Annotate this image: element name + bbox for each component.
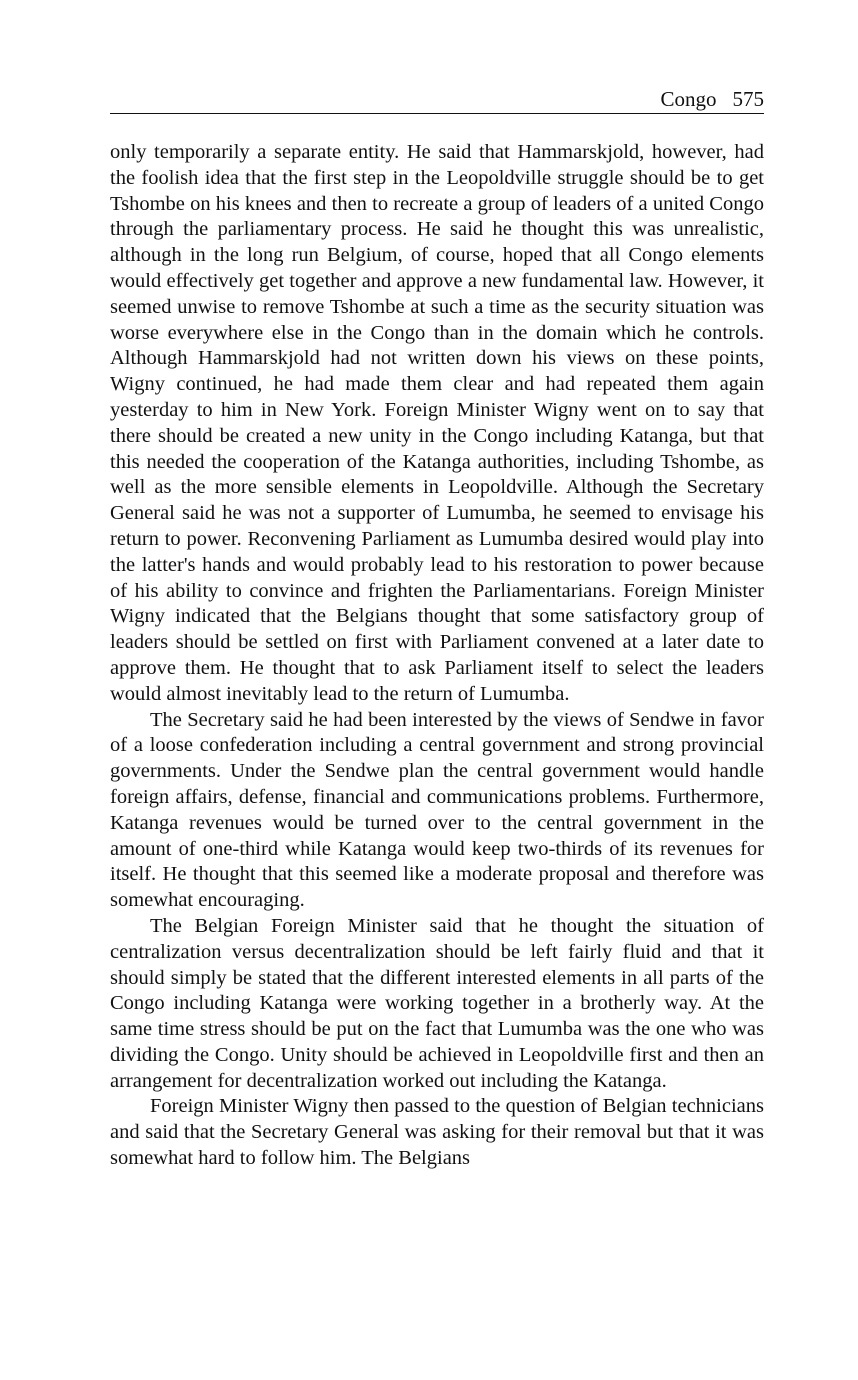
paragraph-continued: only temporarily a separate entity. He said that Hammarskjold, however, had the foolish idea that the first step in the Leopoldville struggle should be to get Tshombe on his knees and then to recreate a group of leaders of a united Congo through the parliamentary process. He said he thought this was unrealistic, although in the long run Belgium, of course, hoped that all Congo elements would effectively get together and approve a new fundamental law. However, it seemed unwise to remove Tshombe at such a time as the security situation was worse everywhere else in the Congo than in the domain which he controls. Although Hammarskjold had not written down his views on these points, Wigny continued, he had made them clear and had repeated them again yesterday to him in New York. Foreign Minister Wigny went on to say that there should be created a new unity in the Congo including Katanga, but that this needed the cooperation of the Katanga authorities, including Tshombe, as well as the more sensible elements in Leopoldville. Although the Secretary General said he was not a supporter of Lumumba, he seemed to envisage his return to power. Reconvening Parliament as Lumumba desired would play into the latter's hands and would probably lead to his restoration to power because of his ability to convince and frighten the Parliamentarians. Foreign Minister Wigny indicated that the Belgians thought that some satisfactory group of leaders should be settled on first with Parliament convened at a later date to approve them. He thought that to ask Parliament itself to select the leaders would almost inevitably lead to the return of Lumumba. (110, 141, 764, 705)
paragraph-sendwe-plan: The Secretary said he had been interested by the views of Sendwe in favor of a loose confederation including a central government and strong provincial governments. Under the Sendwe plan the central government would handle foreign affairs, defense, financial and communications problems. Furthermore, Katanga revenues would be turned over to the central government in the amount of one-third while Katanga would keep two-thirds of its revenues for itself. He thought that this seemed like a moderate proposal and therefore was somewhat encouraging. (110, 708, 764, 912)
body-text (110, 140, 764, 1172)
running-head-right (660, 86, 764, 112)
page-number: 575 (732, 87, 764, 111)
running-head-title: Congo (660, 87, 717, 111)
running-head (110, 86, 764, 114)
paragraph-centralization: The Belgian Foreign Minister said that he thought the situation of centralization versus decentralization should be left fairly fluid and that it should simply be stated that the different interested elements in all parts of the Congo including Katanga were working together in a brotherly way. At the same time stress should be put on the fact that Lumumba was the one who was dividing the Congo. Unity should be achieved in Leopoldville first and then an arrangement for decentralization worked out including the Katanga. (110, 914, 764, 1092)
paragraph-belgian-technicians: Foreign Minister Wigny then passed to the question of Belgian technicians and said that the Secretary General was asking for their removal but that it was somewhat hard to follow him. The Belgians (110, 1095, 764, 1170)
